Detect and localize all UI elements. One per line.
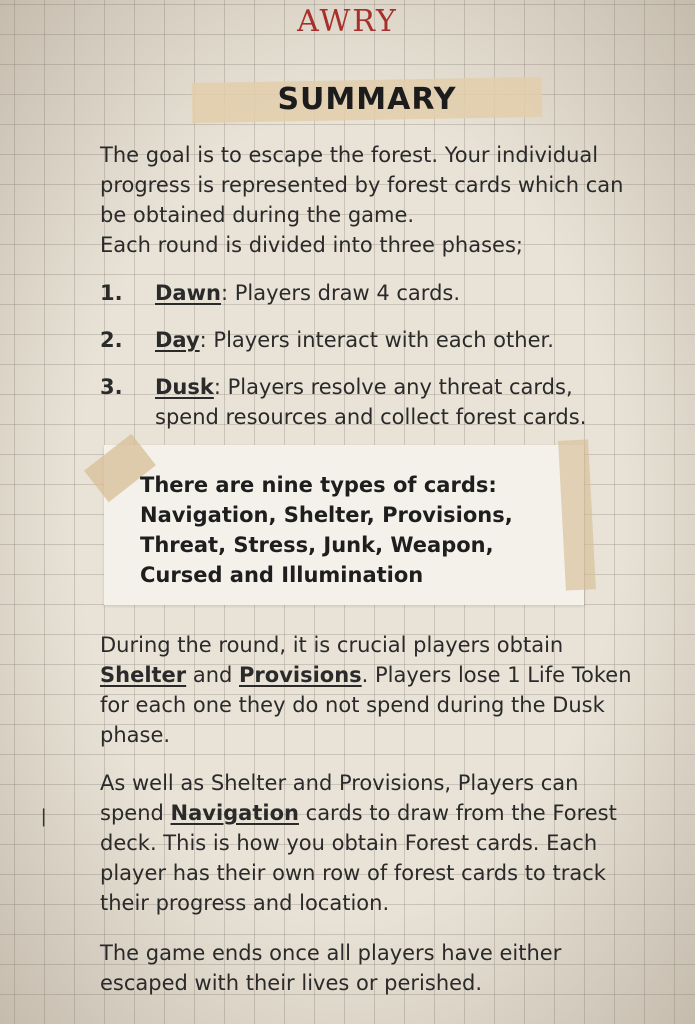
phase-text: : Players resolve any threat cards, spend resources and collect forest cards. — [155, 375, 587, 429]
phase-text: : Players draw 4 cards. — [220, 281, 461, 305]
phase-name: Dawn — [155, 281, 221, 305]
phase-number: 2. — [100, 328, 123, 352]
phase-name: Dusk — [155, 375, 214, 399]
navigation-text: cards to draw from the Forest deck. This is how you obtain Forest cards. Each player has their own row of forest cards to track their progress and location. — [100, 801, 617, 915]
round-paragraph — [100, 630, 640, 750]
round-text: During the round, it is crucial players obtain — [100, 633, 564, 657]
phase-item-day — [100, 325, 640, 355]
section-heading: SUMMARY — [277, 82, 457, 117]
navigation-term: Navigation — [170, 801, 299, 825]
phase-number: 1. — [100, 281, 123, 305]
card-types-text: There are nine types of cards: Navigation, Shelter, Provisions, Threat, Stress, Junk, Weapon, Cursed and Illumination — [140, 473, 513, 587]
phase-text: : Players interact with each other. — [199, 328, 554, 352]
phase-number: 3. — [100, 375, 123, 399]
page-title: AWRY — [297, 4, 398, 39]
navigation-paragraph — [100, 768, 640, 918]
margin-mark: ❘ — [36, 806, 52, 827]
intro-text: The goal is to escape the forest. Your individual progress is represented by forest cards which can be obtained during the game. — [100, 143, 624, 227]
ending-paragraph: The game ends once all players have either escaped with their lives or perished. — [100, 941, 562, 995]
phase-item-dawn — [100, 278, 640, 308]
phase-name: Day — [155, 328, 200, 352]
round-text: . Players lose 1 Life Token for each one they do not spend during the Dusk phase. — [100, 663, 632, 747]
round-text: and — [186, 663, 240, 687]
intro-paragraph — [100, 140, 640, 260]
phase-item-dusk — [100, 372, 640, 432]
provisions-term: Provisions — [239, 663, 362, 687]
intro-phases-text: Each round is divided into three phases; — [100, 233, 523, 257]
shelter-term: Shelter — [100, 663, 187, 687]
navigation-text: As well as Shelter and Provisions, Players can spend — [100, 771, 579, 825]
